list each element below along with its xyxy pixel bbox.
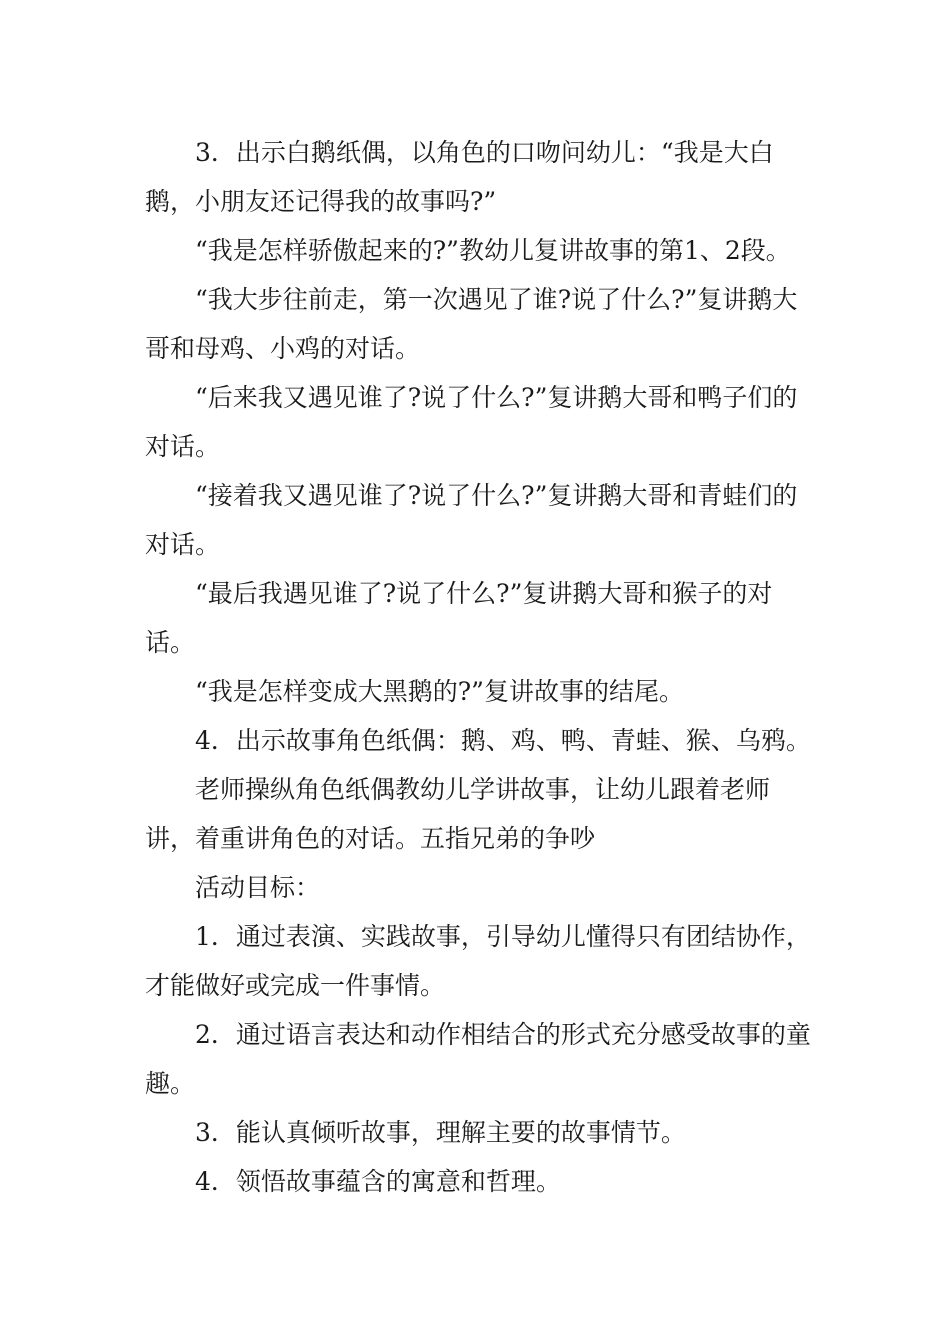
paragraph-step-4: 4．出示故事角色纸偶：鹅、鸡、鸭、青蛙、猴、乌鸦。	[195, 726, 811, 755]
document-body	[145, 128, 815, 1206]
paragraph-retell-ducks: “后来我又遇见谁了?说了什么?”复讲鹅大哥和鸭子们的对话。	[145, 383, 798, 461]
paragraph-step-3: 3．出示白鹅纸偶，以角色的口吻问幼儿：“我是大白鹅，小朋友还记得我的故事吗?”	[145, 138, 774, 216]
paragraph-goal-1: 1．通过表演、实践故事，引导幼儿懂得只有团结协作，才能做好或完成一件事情。	[145, 922, 811, 1000]
heading-activity-goals: 活动目标：	[195, 873, 321, 902]
paragraph-teacher-puppets: 老师操纵角色纸偶教幼儿学讲故事，让幼儿跟着老师讲，着重讲角色的对话。五指兄弟的争吵	[145, 775, 771, 853]
paragraph-goal-4: 4．领悟故事蕴含的寓意和哲理。	[195, 1167, 561, 1196]
paragraph-retell-ending: “我是怎样变成大黑鹅的?”复讲故事的结尾。	[195, 677, 684, 706]
paragraph-retell-monkey: “最后我遇见谁了?说了什么?”复讲鹅大哥和猴子的对话。	[145, 579, 773, 657]
paragraph-retell-hen: “我大步往前走，第一次遇见了谁?说了什么?”复讲鹅大哥和母鸡、小鸡的对话。	[145, 285, 798, 363]
paragraph-goal-2: 2．通过语言表达和动作相结合的形式充分感受故事的童趣。	[145, 1020, 811, 1098]
paragraph-retell-1-2: “我是怎样骄傲起来的?”教幼儿复讲故事的第1、2段。	[195, 236, 791, 265]
paragraph-retell-frogs: “接着我又遇见谁了?说了什么?”复讲鹅大哥和青蛙们的对话。	[145, 481, 798, 559]
paragraph-goal-3: 3．能认真倾听故事，理解主要的故事情节。	[195, 1118, 686, 1147]
